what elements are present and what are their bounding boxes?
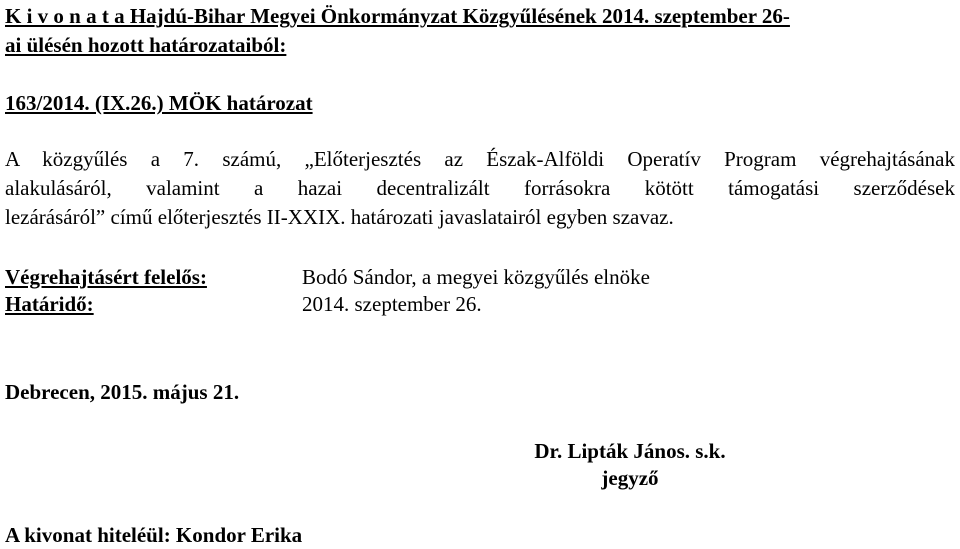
- header-line-1: [5, 4, 790, 28]
- resolution-body-line-1: A közgyűlés a 7. számú, „Előterjesztés az Észak-Alföldi Operatív Program végrehajtásának: [5, 147, 955, 171]
- resolution-body-line-2: alakulásáról, valamint a hazai decentralizált forrásokra kötött támogatási szerződések: [5, 176, 955, 200]
- deadline-label: [5, 292, 94, 316]
- resolution-number: [5, 91, 313, 115]
- resolution-body-line-3: lezárásáról” című előterjesztés II-XXIX. határozati javaslatairól egyben szavaz.: [5, 205, 674, 229]
- responsible-label-text: Végrehajtásért felelős:: [5, 265, 207, 289]
- header-title-text: K i v o n a t a Hajdú-Bihar Megyei Önkormányzat Közgyűlésének 2014. szeptember 26-: [5, 4, 790, 28]
- signature-title: jegyző: [601, 466, 659, 490]
- resolution-body: [5, 145, 955, 232]
- header-line-2: [5, 33, 286, 57]
- certification: A kivonat hiteléül: Kondor Erika: [5, 523, 303, 547]
- deadline-label-text: Határidő:: [5, 292, 94, 316]
- header-title-continuation: ai ülésén hozott határozataiból:: [5, 33, 287, 57]
- signature-name: Dr. Lipták János. s.k.: [534, 439, 726, 463]
- deadline-value: 2014. szeptember 26.: [302, 292, 482, 316]
- responsible-value: Bodó Sándor, a megyei közgyűlés elnöke: [302, 265, 650, 289]
- place-date: Debrecen, 2015. május 21.: [5, 380, 240, 404]
- responsible-label: [5, 265, 207, 289]
- resolution-number-text: 163/2014. (IX.26.) MÖK határozat: [5, 91, 313, 115]
- document-page: [5, 0, 955, 549]
